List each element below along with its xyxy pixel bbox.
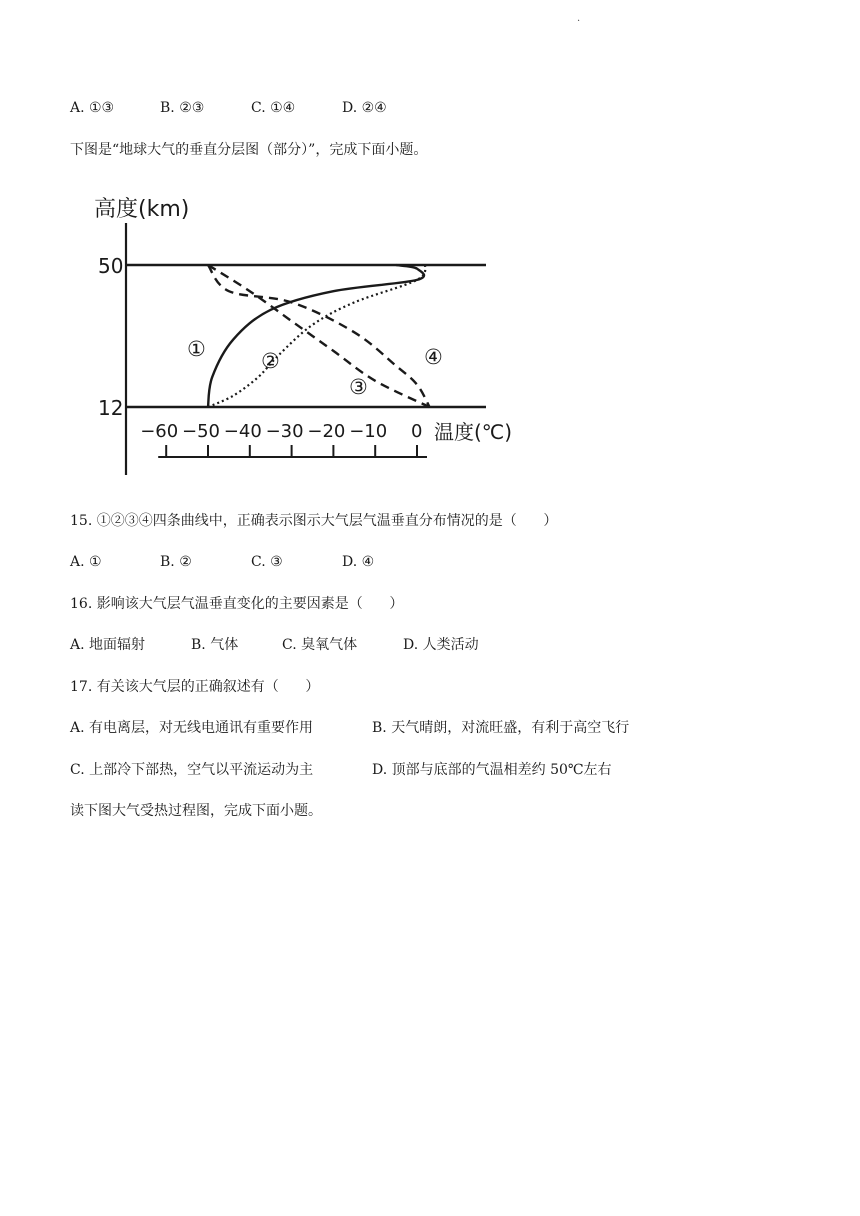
q16-option-b: B. 气体	[191, 637, 239, 653]
curve-label-1: ①	[187, 337, 206, 361]
q14-option-b: B. ②③	[160, 100, 205, 116]
curve-label-2: ②	[261, 349, 280, 373]
q14-option-a: A. ①③	[70, 100, 115, 116]
q17-option-b: B. 天气晴朗，对流旺盛，有利于高空飞行	[372, 720, 630, 736]
page-mark: ·	[577, 16, 581, 27]
q14-option-d: D. ②④	[342, 100, 387, 116]
y-axis-label: 高度(km)	[94, 197, 190, 222]
y-tick-50: 50	[98, 254, 124, 278]
x-tick-label: −60	[140, 421, 179, 442]
q15-option-d: D. ④	[342, 554, 375, 570]
q17-option-c: C. 上部冷下部热，空气以平流运动为主	[70, 762, 314, 778]
curve-label-3: ③	[349, 375, 368, 399]
x-axis-label: 温度(℃)	[434, 420, 513, 444]
q15-option-b: B. ②	[160, 554, 192, 570]
atmosphere-vertical-layer-chart	[90, 185, 550, 485]
curve-3	[208, 265, 430, 407]
q16-stem: 16. 影响该大气层气温垂直变化的主要因素是（ ）	[70, 596, 404, 612]
intro-text-2: 读下图大气受热过程图，完成下面小题。	[70, 803, 322, 819]
q16-option-d: D. 人类活动	[403, 637, 479, 653]
x-tick-label: −50	[182, 421, 220, 442]
q15-stem: 15. ①②③④四条曲线中，正确表示图示大气层气温垂直分布情况的是（ ）	[70, 513, 558, 529]
y-tick-12: 12	[98, 396, 124, 420]
q17-option-a: A. 有电离层，对无线电通讯有重要作用	[70, 720, 314, 736]
q15-option-a: A. ①	[70, 554, 102, 570]
x-tick-label: −10	[349, 421, 388, 442]
x-tick-label: 0	[411, 421, 423, 442]
x-tick-label: −20	[307, 421, 346, 442]
q17-option-d: D. 顶部与底部的气温相差约 50℃左右	[372, 762, 612, 778]
q16-option-c: C. 臭氧气体	[282, 637, 358, 653]
q15-option-c: C. ③	[251, 554, 283, 570]
q16-option-a: A. 地面辐射	[70, 637, 146, 653]
x-tick-label: −30	[265, 421, 304, 442]
x-tick-label: −40	[223, 421, 262, 442]
intro-text-1: 下图是“地球大气的垂直分层图（部分）”，完成下面小题。	[70, 142, 428, 158]
q17-stem: 17. 有关该大气层的正确叙述有（ ）	[70, 679, 320, 695]
curve-label-4: ④	[424, 345, 443, 369]
curve-4	[208, 265, 430, 407]
q14-option-c: C. ①④	[251, 100, 296, 116]
